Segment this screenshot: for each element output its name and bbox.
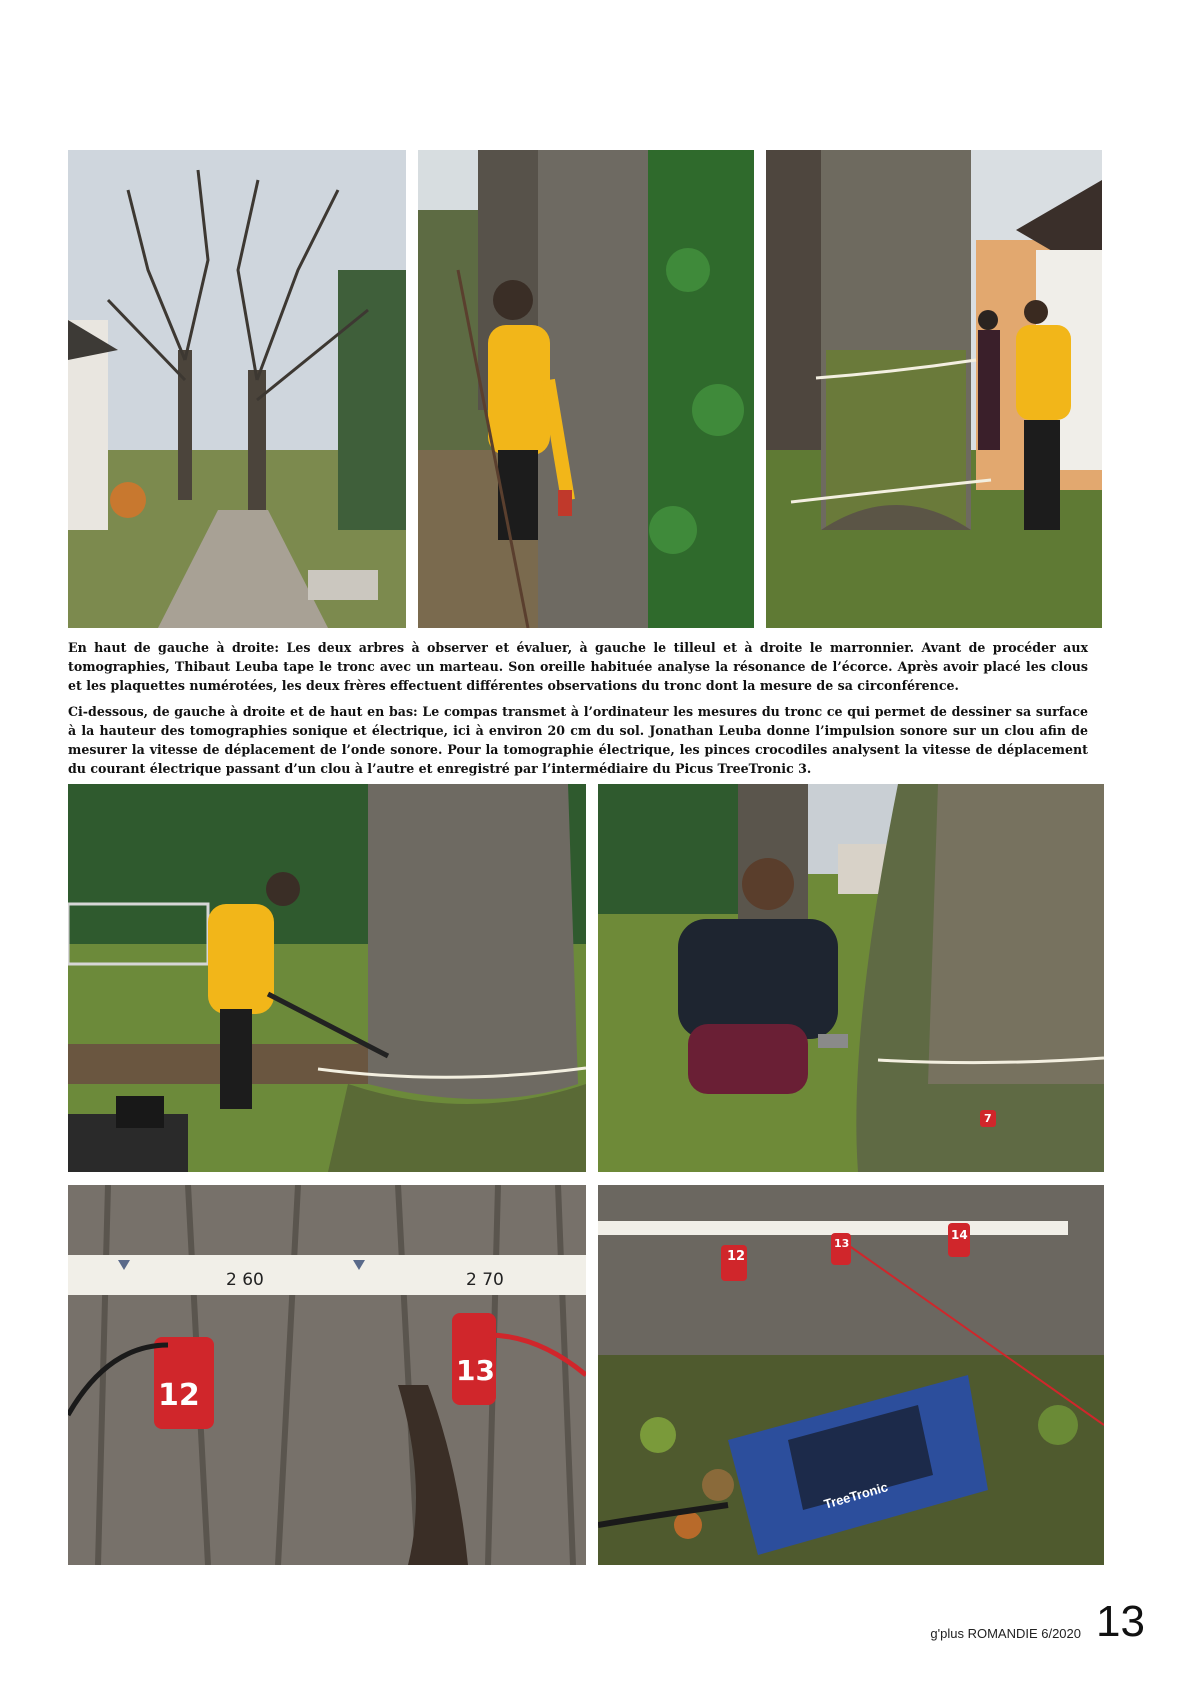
tape-mark-260: 2 60 — [226, 1270, 264, 1290]
photo-circumference — [766, 150, 1102, 628]
tag-13: 13 — [456, 1354, 495, 1387]
caption-top: En haut de gauche à droite: Les deux arbres à observer et évaluer, à gauche le tilleul et à droite le marronnier. Avant de procéder aux tomographies, Thibaut Leuba tape le tronc avec un marteau. Son oreille habituée analyse la résonance de l’écorce. Après avoir placé les clous et les plaquettes numérotées, les deux frères effectuent différentes observations du tronc dont la mesure de sa circonférence. — [68, 640, 1088, 693]
photo-hammer-tapping — [418, 150, 754, 628]
photo-tape-tags — [68, 1185, 586, 1565]
device-label: TreeTronic — [822, 1479, 890, 1512]
tag-12-lower: 12 — [727, 1249, 746, 1264]
tape-mark-270: 2 70 — [466, 1270, 504, 1290]
page-number: 13 — [1096, 1597, 1145, 1646]
tag-14: 14 — [951, 1228, 968, 1242]
photo-sonic-impulse — [598, 784, 1104, 1172]
photo-caliper — [68, 784, 586, 1172]
photo-treetronic-device — [598, 1185, 1104, 1565]
tag-7: 7 — [980, 1110, 996, 1127]
publication-name: g'plus ROMANDIE 6/2020 — [930, 1626, 1081, 1641]
photo-two-trees — [68, 150, 406, 628]
tag-12: 12 — [158, 1378, 200, 1413]
caption-bottom: Ci-dessous, de gauche à droite et de haut en bas: Le compas transmet à l’ordinateur les mesures du tronc ce qui permet de dessiner sa surface à la hauteur des tomographies sonique et électrique, ici à environ 20 cm du sol. Jonathan Leuba donne l’impulsion sonore sur un clou afin de mesurer la vitesse de déplacement de l’onde sonore. Pour la tomographie électrique, les pinces crocodiles analysent la vitesse de déplacement du courant électrique passant d’un clou à l’autre et enregistré par l’intermédiaire du Picus TreeTronic 3. — [68, 704, 1088, 776]
tag-13-lower: 13 — [834, 1237, 850, 1250]
